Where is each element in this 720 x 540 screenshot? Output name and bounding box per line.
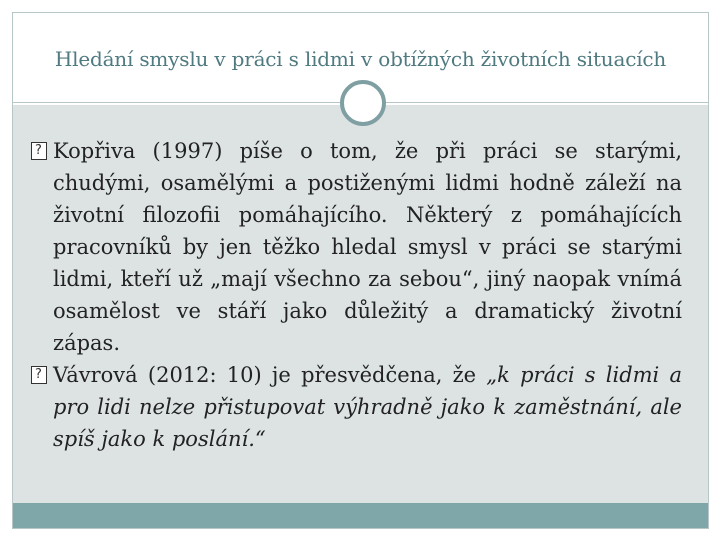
paragraph-1-text: Kopřiva (1997) píše o tom, že při práci se starými, chudými, osamělými a postiženými lidmi hodně záleží na životní filozofii pomáhajícího. Některý z pomáhajících pracovníků by jen těžko hledal smysl v práci se starými lidmi, kteří už „mají všechno za sebou“, jiný naopak vnímá osamělost ve stáří jako důležitý a dramatický životní zápas. bbox=[53, 139, 682, 355]
paragraph-2-quote: „k práci s lidmi a pro lidi nelze přistupovat výhradně jako k zaměstnání, ale spíš jako k poslání.“ bbox=[53, 363, 682, 451]
bullet-paragraph-2 bbox=[31, 359, 682, 455]
circle-ornament bbox=[340, 80, 386, 126]
bullet-icon bbox=[31, 366, 47, 384]
bullet-icon bbox=[31, 142, 47, 160]
footer-bar bbox=[13, 503, 708, 528]
slide bbox=[12, 12, 709, 529]
bullet-paragraph-1 bbox=[31, 135, 682, 359]
paragraph-2-text: Vávrová (2012: 10) je přesvědčena, že bbox=[53, 363, 487, 387]
slide-title: Hledání smyslu v práci s lidmi v obtížných životních situacích bbox=[54, 47, 667, 71]
slide-content bbox=[31, 135, 682, 455]
